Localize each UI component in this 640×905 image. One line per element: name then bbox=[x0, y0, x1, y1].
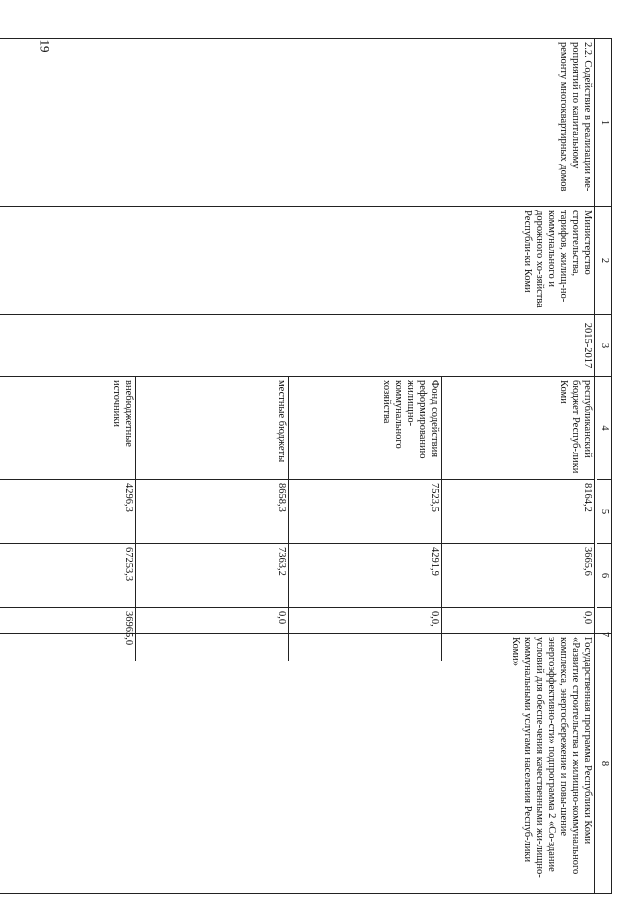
period-cell: 2015-2017 bbox=[0, 315, 595, 377]
source-cell: внебюджетные источники bbox=[111, 380, 134, 447]
header-col-7: 7 bbox=[597, 608, 611, 662]
header-col-6: 6 bbox=[597, 544, 611, 608]
source-cell: местные бюджеты bbox=[136, 377, 289, 480]
header-row bbox=[595, 39, 612, 894]
value-col5: 8658,3 bbox=[136, 480, 289, 544]
value-col6: 7363,2 bbox=[136, 544, 289, 608]
header-col-3: 3 bbox=[595, 315, 612, 377]
value-col6: 3665,6 bbox=[442, 544, 595, 608]
program-cell: Государственная программа Республики Коми «Развитие строительства и жилищно-коммунального комплекса, энергосбережение и повы-шение энергоэффективно-сти» подпрограмма 2 «Со-здание условий для обеспе-чения качественными жи-лищно-коммунальными услугами населения Респуб-лики Коми» bbox=[0, 634, 595, 894]
value-col7: 0,0 bbox=[442, 608, 595, 662]
event-cell: 2.2. Содействие в реализации ме-роприятий по капитальному ремонту многоквартирных домов bbox=[0, 39, 595, 207]
executor-cell: Министерство строительства, тарифов, жилищ-но-коммунального и дорожного хо-зяйства Республи-ки Коми bbox=[0, 207, 595, 315]
value-col6: 67253,3 bbox=[0, 544, 136, 608]
funding-row bbox=[136, 377, 289, 661]
funding-row bbox=[289, 377, 442, 661]
header-col-4: 4 bbox=[599, 425, 610, 431]
header-col-2: 2 bbox=[595, 207, 612, 315]
value-col5: 7523,5 bbox=[289, 480, 442, 544]
page-number: 19 bbox=[37, 39, 53, 53]
header-cols-4-7 bbox=[595, 377, 612, 638]
header-col-1: 1 bbox=[595, 39, 612, 207]
value-col7: 36965,0 bbox=[0, 608, 136, 662]
funding-cell bbox=[0, 377, 595, 646]
measures-table bbox=[0, 38, 612, 894]
rotated-page-content bbox=[96, 38, 612, 893]
value-col5: 8164,2 bbox=[442, 480, 595, 544]
value-col7: 0,0, bbox=[289, 608, 442, 662]
value-col5: 4296,3 bbox=[0, 480, 136, 544]
value-col6: 4291,9 bbox=[289, 544, 442, 608]
funding-row bbox=[0, 377, 136, 661]
header-col-5: 5 bbox=[597, 480, 611, 544]
table-row bbox=[0, 39, 595, 894]
header-col-8: 8 bbox=[595, 634, 612, 894]
source-cell: Фонд содействия реформированию жилищно-коммунального хозяйства bbox=[289, 377, 442, 480]
value-col7: 0,0 bbox=[136, 608, 289, 662]
source-cell: республиканский бюджет Респуб-лики Коми bbox=[442, 377, 595, 480]
funding-row bbox=[442, 377, 595, 661]
